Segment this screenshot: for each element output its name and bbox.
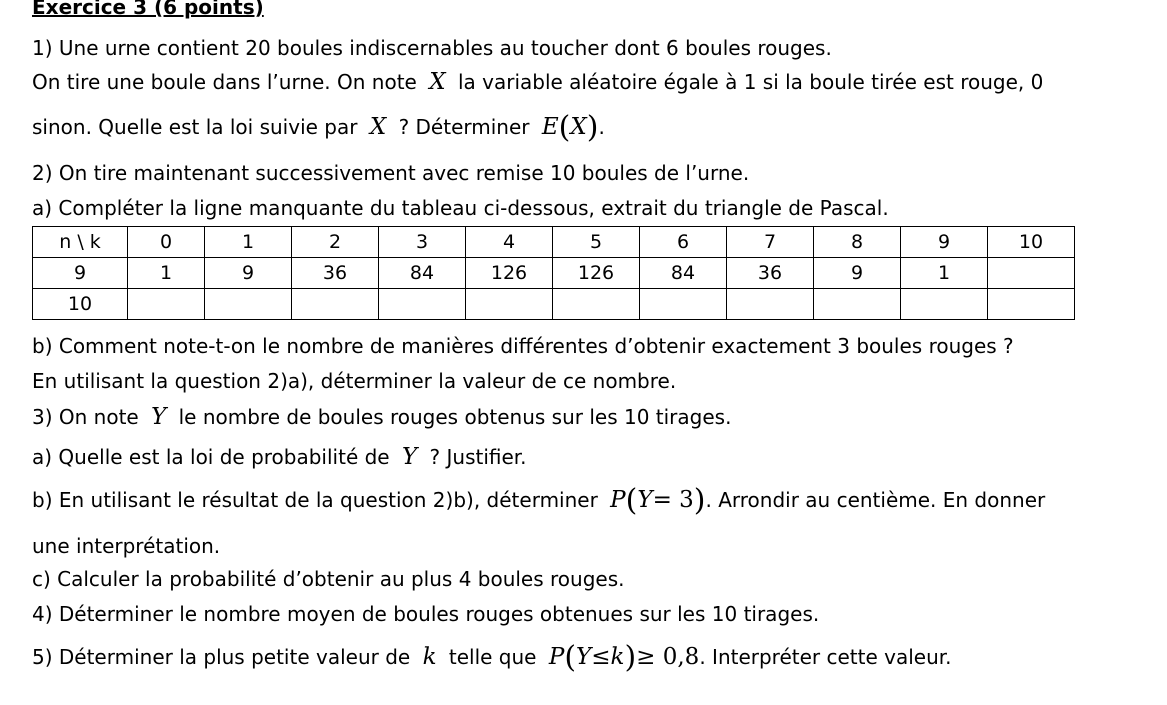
q1-line3-text-b: ? Déterminer [398, 115, 530, 139]
table-cell: 1 [205, 227, 292, 258]
table-cell: 1 [128, 258, 205, 289]
pascal-table [32, 226, 1075, 320]
table-cell: 0 [128, 227, 205, 258]
table-cell: 5 [553, 227, 640, 258]
q3-line-a [32, 444, 527, 470]
q2-line-b1: b) Comment note-t-on le nombre de manières différentes d’obtenir exactement 3 boules rouges ? [32, 334, 1014, 358]
table-cell: n \ k [33, 227, 128, 258]
geq-value: ≥ 0,8 [636, 644, 700, 670]
open-paren: ( [625, 483, 638, 518]
q3-line1-text-a: 3) On note [32, 405, 139, 429]
table-cell [640, 289, 727, 320]
table-cell: 1 [901, 258, 988, 289]
table-cell: 36 [727, 258, 814, 289]
table-cell: 10 [988, 227, 1075, 258]
table-row-9 [33, 258, 1075, 289]
expectation-e: E [541, 114, 559, 140]
q5-text-a: 5) Déterminer la plus petite valeur de [32, 645, 411, 669]
q3-line-c: c) Calculer la probabilité d’obtenir au plus 4 boules rouges. [32, 567, 625, 591]
probability-p-2: P [548, 644, 565, 670]
q1-line2-text-a: On tire une boule dans l’urne. On note [32, 70, 417, 94]
q4-line: 4) Déterminer le nombre moyen de boules rouges obtenues sur les 10 tirages. [32, 602, 820, 626]
table-cell: 8 [814, 227, 901, 258]
table-cell [988, 289, 1075, 320]
q2-line-a: a) Compléter la ligne manquante du tableau ci-dessous, extrait du triangle de Pascal. [32, 196, 889, 220]
table-cell: 36 [292, 258, 379, 289]
variable-k: k [422, 644, 437, 670]
table-cell: 10 [33, 289, 128, 320]
exercise-title: Exercice 3 (6 points) [32, 0, 264, 19]
q3-line-b-text-a: b) En utilisant le résultat de la question 2)b), déterminer [32, 488, 598, 512]
equals-three: = 3 [652, 487, 694, 513]
q5-text-b: telle que [448, 645, 537, 669]
variable-y-3: Y [637, 487, 653, 513]
leq-symbol: ≤ [591, 644, 611, 670]
open-paren: ( [558, 110, 571, 145]
variable-x: X [429, 69, 446, 95]
table-cell: 9 [814, 258, 901, 289]
q1-line2-text-b: la variable aléatoire égale à 1 si la boule tirée est rouge, 0 [457, 70, 1044, 94]
table-cell: 9 [33, 258, 128, 289]
table-cell [814, 289, 901, 320]
table-row-10 [33, 289, 1075, 320]
q2-line-b2: En utilisant la question 2)a), déterminer la valeur de ce nombre. [32, 369, 677, 393]
q5-line [32, 640, 952, 675]
q3-line-a-text-b: ? Justifier. [429, 445, 527, 469]
q3-line1 [32, 404, 731, 430]
q2-line1: 2) On tire maintenant successivement avec remise 10 boules de l’urne. [32, 161, 750, 185]
table-cell [901, 289, 988, 320]
q3-line1-text-b: le nombre de boules rouges obtenus sur les 10 tirages. [178, 405, 732, 429]
table-cell: 2 [292, 227, 379, 258]
q3-line-a-text-a: a) Quelle est la loi de probabilité de [32, 445, 390, 469]
variable-y-2: Y [401, 444, 418, 470]
table-cell: 3 [379, 227, 466, 258]
q3-line-b [32, 483, 1046, 518]
open-paren: ( [564, 640, 577, 675]
q1-line1: 1) Une urne contient 20 boules indiscernables au toucher dont 6 boules rouges. [32, 36, 832, 60]
table-cell: 6 [640, 227, 727, 258]
probability-p: P [610, 487, 626, 513]
table-cell: 9 [205, 258, 292, 289]
q1-line3-text-a: sinon. Quelle est la loi suivie par [32, 115, 358, 139]
variable-y: Y [151, 404, 167, 430]
q1-line3 [32, 110, 605, 145]
close-paren: ) [586, 110, 599, 145]
table-cell: 126 [553, 258, 640, 289]
table-cell [205, 289, 292, 320]
q3-line-b2: une interprétation. [32, 534, 221, 558]
table-cell [379, 289, 466, 320]
q1-line2 [32, 69, 1043, 95]
table-cell [292, 289, 379, 320]
table-cell: 9 [901, 227, 988, 258]
table-cell [988, 258, 1075, 289]
table-cell: 4 [466, 227, 553, 258]
variable-k-2: k [610, 644, 625, 670]
variable-x-2: X [369, 114, 387, 140]
close-paren: ) [624, 640, 637, 675]
variable-x-3: X [570, 114, 587, 140]
table-cell [727, 289, 814, 320]
table-cell: 126 [466, 258, 553, 289]
q5-text-c: . Interpréter cette valeur. [699, 645, 952, 669]
table-cell [466, 289, 553, 320]
table-cell: 7 [727, 227, 814, 258]
q1-line3-text-c: . [598, 115, 605, 139]
table-cell: 84 [379, 258, 466, 289]
table-cell [553, 289, 640, 320]
close-paren: ) [693, 483, 706, 518]
table-header-row [33, 227, 1075, 258]
table-cell [128, 289, 205, 320]
q3-line-b-text-b: . Arrondir au centième. En donner [705, 488, 1046, 512]
table-cell: 84 [640, 258, 727, 289]
variable-y-4: Y [576, 644, 592, 670]
